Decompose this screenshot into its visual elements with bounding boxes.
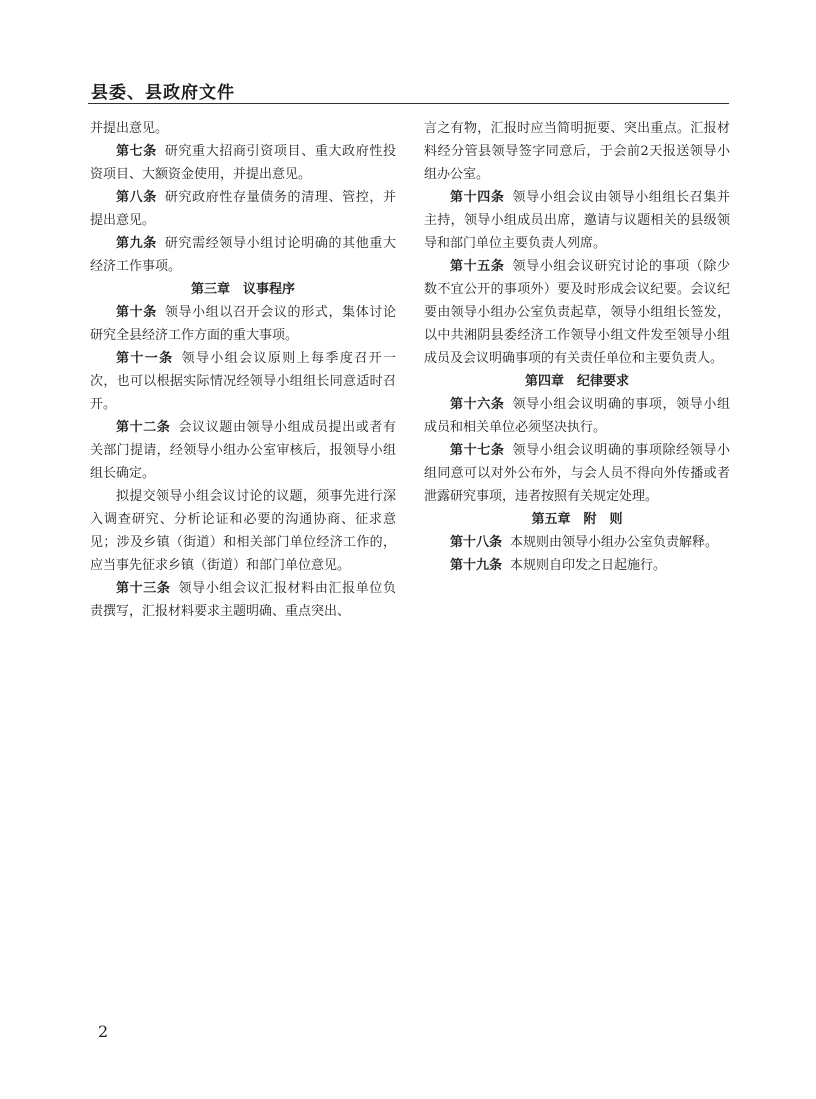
header-divider bbox=[88, 103, 729, 104]
article-14 bbox=[424, 186, 730, 255]
article-label: 第十七条 bbox=[450, 443, 505, 458]
article-text: 本规则自印发之日起施行。 bbox=[510, 558, 667, 573]
article-label: 第十二条 bbox=[116, 420, 171, 435]
article-text: 领导小组会议原则上每季度召开一次，也可以根据实际情况经领导小组组长同意适时召开。 bbox=[90, 351, 396, 412]
article-text: 领导小组会议明确的事项，领导小组成员和相关单位必须坚决执行。 bbox=[424, 397, 730, 435]
chapter-3-heading: 第三章 议事程序 bbox=[190, 282, 295, 297]
article-label: 第十九条 bbox=[450, 558, 503, 573]
article-text: 领导小组会议研究讨论的事项（除少数不宜公开的事项外）要及时形成会议纪要。会议纪要由领导小组办公室负责起草，领导小组组长签发，以中共湘阴县委经济工作领导小组文件发至领导小组成员及会议明确事项的有关责任单位和主要负责人。 bbox=[424, 259, 730, 366]
article-16 bbox=[424, 393, 730, 439]
article-11 bbox=[90, 347, 396, 416]
article-label: 第十五条 bbox=[450, 259, 505, 274]
left-column bbox=[90, 117, 396, 623]
article-13 bbox=[90, 577, 396, 623]
right-column bbox=[424, 117, 730, 577]
paragraph: 拟提交领导小组会议讨论的议题，须事先进行深入调查研究、分析论证和必要的沟通协商、征求意见；涉及乡镇（街道）和相关部门单位经济工作的，应当事先征求乡镇（街道）和部门单位意见。 bbox=[90, 489, 396, 573]
article-label: 第十三条 bbox=[116, 581, 171, 596]
article-15 bbox=[424, 255, 730, 370]
article-text: 领导小组会议明确的事项除经领导小组同意可以对外公布外，与会人员不得向外传播或者泄露研究事项，违者按照有关规定处理。 bbox=[424, 443, 730, 504]
article-text: 本规则由领导小组办公室负责解释。 bbox=[510, 535, 719, 550]
article-10 bbox=[90, 301, 396, 347]
article-19 bbox=[424, 554, 730, 577]
paragraph: 并提出意见。 bbox=[90, 121, 169, 136]
article-18 bbox=[424, 531, 730, 554]
article-label: 第十六条 bbox=[450, 397, 505, 412]
article-8 bbox=[90, 186, 396, 232]
article-text: 领导小组以召开会议的形式，集体讨论研究全县经济工作方面的重大事项。 bbox=[90, 305, 396, 343]
article-12 bbox=[90, 416, 396, 485]
article-text: 研究政府性存量债务的清理、管控，并提出意见。 bbox=[90, 190, 396, 228]
article-text: 研究需经领导小组讨论明确的其他重大经济工作事项。 bbox=[90, 236, 396, 274]
article-17 bbox=[424, 439, 730, 508]
chapter-5-heading: 第五章 附 则 bbox=[531, 512, 623, 527]
article-7 bbox=[90, 140, 396, 186]
article-label: 第七条 bbox=[116, 144, 157, 159]
article-label: 第八条 bbox=[116, 190, 157, 205]
page-header-title: 县委、县政府文件 bbox=[91, 83, 235, 103]
chapter-4-heading: 第四章 纪律要求 bbox=[524, 374, 629, 389]
article-label: 第十条 bbox=[116, 305, 157, 320]
article-text: 领导小组会议汇报材料由汇报单位负责撰写，汇报材料要求主题明确、重点突出、 bbox=[90, 581, 396, 619]
paragraph: 言之有物，汇报时应当简明扼要、突出重点。汇报材料经分管县领导签字同意后，于会前2天报送领导小组办公室。 bbox=[424, 121, 730, 182]
page-number: 2 bbox=[98, 1022, 109, 1041]
article-label: 第十八条 bbox=[450, 535, 503, 550]
article-label: 第九条 bbox=[116, 236, 157, 251]
article-9 bbox=[90, 232, 396, 278]
article-label: 第十一条 bbox=[116, 351, 174, 366]
article-text: 研究重大招商引资项目、重大政府性投资项目、大额资金使用，并提出意见。 bbox=[90, 144, 396, 182]
article-label: 第十四条 bbox=[450, 190, 505, 205]
article-text: 会议议题由领导小组成员提出或者有关部门提请，经领导小组办公室审核后，报领导小组组长确定。 bbox=[90, 420, 396, 481]
article-text: 领导小组会议由领导小组组长召集并主持，领导小组成员出席，邀请与议题相关的县级领导和部门单位主要负责人列席。 bbox=[424, 190, 730, 251]
